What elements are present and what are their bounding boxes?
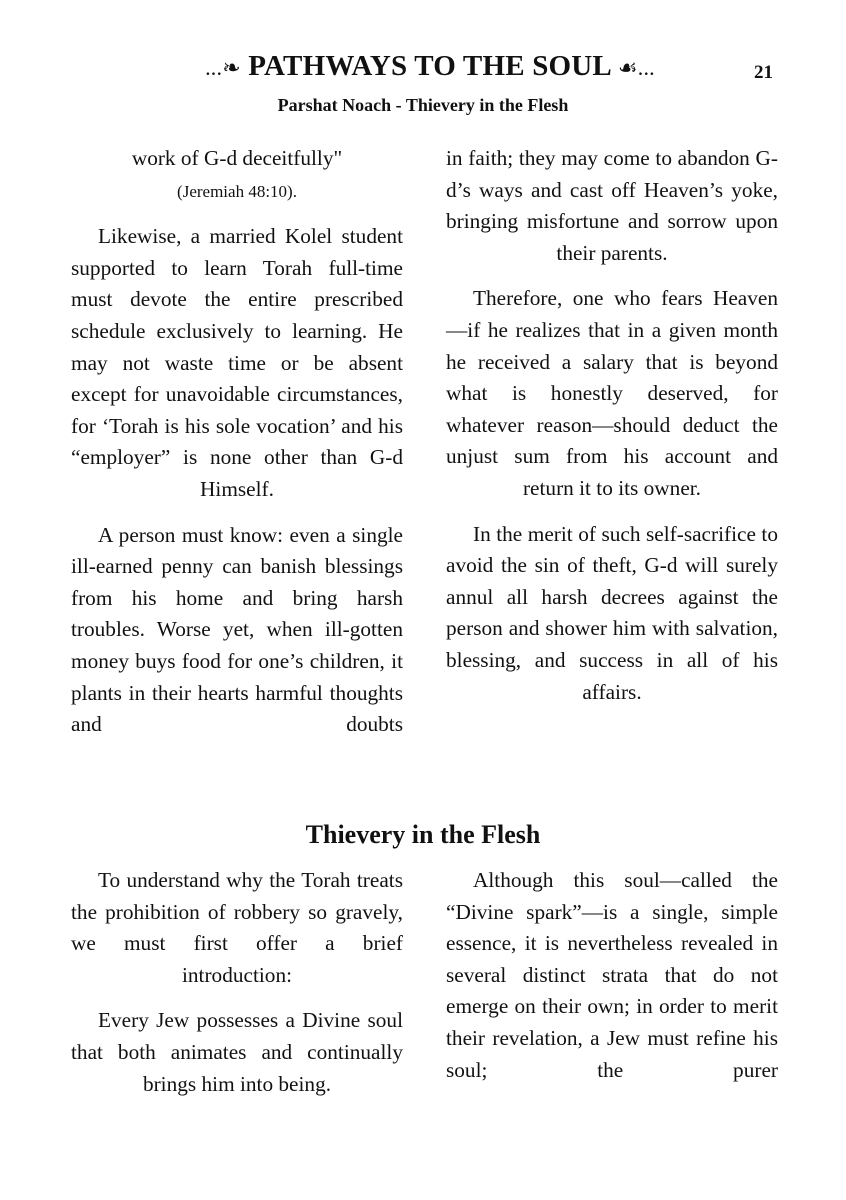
paragraph: in faith; they may come to abandon G-d’s ways and cast off Heaven’s yoke, bringing misfortune and sorrow upon their parents. <box>446 146 778 265</box>
paragraph: Every Jew possesses a Divine soul that both animates and continually brings him into being. <box>71 1008 403 1096</box>
page-number: 21 <box>754 62 773 83</box>
paragraph: Likewise, a married Kolel student supported to learn Torah full-time must devote the entire prescribed schedule exclusively to learning. He may not waste time or be absent except for unavoidable circumstances, for ‘Torah is his sole vocation’ and his “employer” is none other than G-d Himself. <box>71 224 403 501</box>
paragraph: A person must know: even a single ill-earned penny can banish blessings from his home and bring harsh troubles. Worse yet, when ill-gotten money buys food for one’s children, it plants in their hearts harmful thoughts and doubts <box>71 522 403 737</box>
section1-right-column <box>446 143 778 722</box>
paragraph: Although this soul—called the “Divine spark”—is a single, simple essence, it is nevertheless revealed in several distinct strata that do not emerge on their own; in order to merit their revelation, a Jew must refine his soul; the purer <box>446 868 778 1082</box>
paragraph: Therefore, one who fears Heaven—if he realizes that in a given month he received a salary that is beyond what is honestly deserved, for whatever reason—should deduct the unjust sum from his account and return it to its owner. <box>446 286 778 500</box>
running-header-title <box>130 50 730 83</box>
section2-left-column <box>71 865 403 1114</box>
section-heading: Thievery in the Flesh <box>305 820 541 849</box>
section1-left-column <box>71 143 403 755</box>
citation: (Jeremiah 48:10). <box>177 181 297 201</box>
ornament-left-icon: ...❧ <box>205 55 241 80</box>
paragraph: In the merit of such self-sacrifice to avoid the sin of theft, G-d will surely annul all harsh decrees against the person and shower him with salvation, blessing, and success in all of his affairs. <box>446 521 778 704</box>
chapter-subtitle: Parshat Noach - Thievery in the Flesh <box>277 95 569 115</box>
paragraph: To understand why the Torah treats the prohibition of robbery so gravely, we must first offer a brief introduction: <box>71 868 403 987</box>
section2-right-column <box>446 865 778 1100</box>
ornament-right-icon: ☙... <box>617 55 655 80</box>
book-title: PATHWAYS TO THE SOUL <box>248 50 611 82</box>
paragraph-text: work of G-d deceitfully" <box>131 146 343 170</box>
paragraph <box>71 143 403 207</box>
